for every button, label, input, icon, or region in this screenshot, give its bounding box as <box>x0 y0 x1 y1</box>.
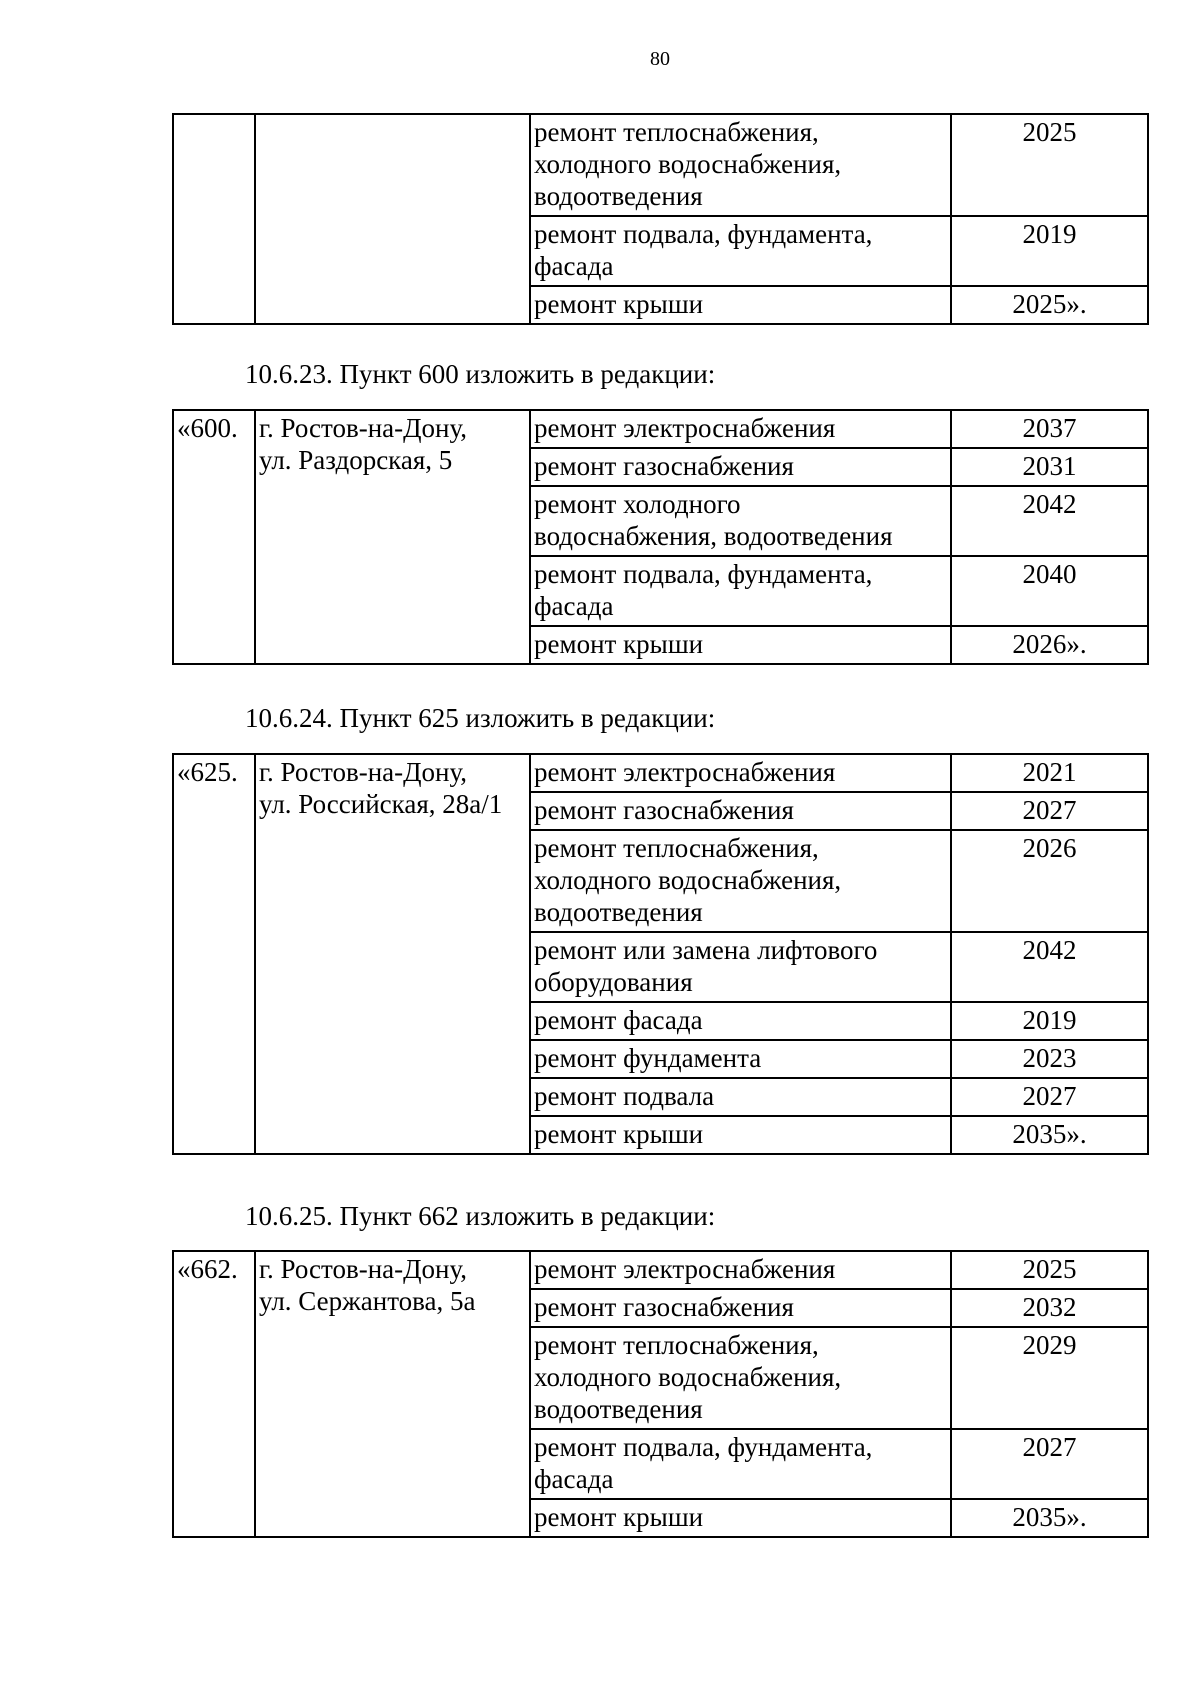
address-line: ул. Сержантова, 5а <box>259 1286 476 1316</box>
work-type-line: оборудования <box>534 967 693 997</box>
work-type-cell <box>530 1040 951 1078</box>
work-type-line: ремонт или замена лифтового <box>534 935 878 965</box>
work-type-line: ремонт подвала <box>534 1081 715 1111</box>
address-cell <box>255 754 530 1154</box>
paragraph-item-600: 10.6.23. Пункт 600 изложить в редакции: <box>245 359 716 389</box>
address-line: г. Ростов-на-Дону, <box>259 1254 468 1284</box>
item-number-cell <box>173 114 255 324</box>
work-type-cell <box>530 1327 951 1429</box>
work-type-line: ремонт теплоснабжения, <box>534 1330 819 1360</box>
work-type-line: ремонт крыши <box>534 289 704 319</box>
year-cell: 2025». <box>951 286 1148 324</box>
year-cell: 2040 <box>951 556 1148 626</box>
work-type-line: ремонт электроснабжения <box>534 413 836 443</box>
item-number: «625. <box>177 757 238 787</box>
page-number: 80 <box>650 48 670 70</box>
table-row <box>173 410 1148 448</box>
work-type-line: холодного водоснабжения, <box>534 149 842 179</box>
table-row <box>173 754 1148 792</box>
work-type-line: ремонт крыши <box>534 1502 704 1532</box>
year-cell: 2019 <box>951 1002 1148 1040</box>
work-type-cell <box>530 114 951 216</box>
table-row <box>173 114 1148 216</box>
year-cell: 2029 <box>951 1327 1148 1429</box>
year-cell: 2042 <box>951 932 1148 1002</box>
work-type-cell <box>530 1251 951 1289</box>
item-number-cell <box>173 1251 255 1537</box>
year-cell: 2027 <box>951 1078 1148 1116</box>
work-type-line: холодного водоснабжения, <box>534 865 842 895</box>
work-type-cell <box>530 448 951 486</box>
works-table-item-625 <box>172 753 1149 1155</box>
year-cell: 2026 <box>951 830 1148 932</box>
work-type-line: фасада <box>534 1464 614 1494</box>
works-table-item-600 <box>172 409 1149 665</box>
year-cell: 2031 <box>951 448 1148 486</box>
work-type-line: водоотведения <box>534 1394 703 1424</box>
work-type-line: ремонт фундамента <box>534 1043 762 1073</box>
year-cell: 2027 <box>951 792 1148 830</box>
work-type-cell <box>530 1116 951 1154</box>
work-type-cell <box>530 1429 951 1499</box>
address-line: г. Ростов-на-Дону, <box>259 757 468 787</box>
work-type-line: фасада <box>534 591 614 621</box>
table-row <box>173 1251 1148 1289</box>
work-type-line: ремонт электроснабжения <box>534 1254 836 1284</box>
item-number-cell <box>173 410 255 664</box>
work-type-cell <box>530 792 951 830</box>
work-type-line: водоснабжения, водоотведения <box>534 521 893 551</box>
year-cell: 2026». <box>951 626 1148 664</box>
work-type-line: ремонт фасада <box>534 1005 703 1035</box>
year-cell: 2027 <box>951 1429 1148 1499</box>
work-type-cell <box>530 626 951 664</box>
address-line: г. Ростов-на-Дону, <box>259 413 468 443</box>
work-type-line: ремонт крыши <box>534 629 704 659</box>
work-type-line: ремонт газоснабжения <box>534 795 794 825</box>
address-cell <box>255 1251 530 1537</box>
work-type-cell <box>530 410 951 448</box>
year-cell: 2035». <box>951 1499 1148 1537</box>
year-cell: 2032 <box>951 1289 1148 1327</box>
item-number: «600. <box>177 413 238 443</box>
item-number-cell <box>173 754 255 1154</box>
year-cell: 2023 <box>951 1040 1148 1078</box>
work-type-cell <box>530 1499 951 1537</box>
work-type-line: ремонт подвала, фундамента, <box>534 1432 873 1462</box>
paragraph-item-625: 10.6.24. Пункт 625 изложить в редакции: <box>245 703 716 733</box>
year-cell: 2019 <box>951 216 1148 286</box>
work-type-line: ремонт газоснабжения <box>534 1292 794 1322</box>
year-cell: 2025 <box>951 114 1148 216</box>
work-type-line: ремонт теплоснабжения, <box>534 833 819 863</box>
work-type-line: ремонт крыши <box>534 1119 704 1149</box>
work-type-line: ремонт теплоснабжения, <box>534 117 819 147</box>
work-type-line: водоотведения <box>534 181 703 211</box>
year-cell: 2042 <box>951 486 1148 556</box>
work-type-cell <box>530 216 951 286</box>
work-type-cell <box>530 486 951 556</box>
work-type-cell <box>530 286 951 324</box>
year-cell: 2035». <box>951 1116 1148 1154</box>
year-cell: 2021 <box>951 754 1148 792</box>
address-cell <box>255 410 530 664</box>
work-type-cell <box>530 556 951 626</box>
work-type-line: ремонт газоснабжения <box>534 451 794 481</box>
year-cell: 2037 <box>951 410 1148 448</box>
work-type-line: ремонт холодного <box>534 489 741 519</box>
works-table-item-662 <box>172 1250 1149 1538</box>
item-number: «662. <box>177 1254 238 1284</box>
works-table-continued <box>172 113 1149 325</box>
work-type-cell <box>530 1078 951 1116</box>
work-type-line: фасада <box>534 251 614 281</box>
address-line: ул. Раздорская, 5 <box>259 445 453 475</box>
address-line: ул. Российская, 28а/1 <box>259 789 503 819</box>
year-cell: 2025 <box>951 1251 1148 1289</box>
work-type-cell <box>530 932 951 1002</box>
work-type-cell <box>530 1289 951 1327</box>
work-type-line: ремонт подвала, фундамента, <box>534 219 873 249</box>
work-type-cell <box>530 1002 951 1040</box>
work-type-cell <box>530 830 951 932</box>
work-type-line: ремонт подвала, фундамента, <box>534 559 873 589</box>
paragraph-item-662: 10.6.25. Пункт 662 изложить в редакции: <box>245 1201 716 1231</box>
work-type-line: холодного водоснабжения, <box>534 1362 842 1392</box>
work-type-line: водоотведения <box>534 897 703 927</box>
work-type-cell <box>530 754 951 792</box>
work-type-line: ремонт электроснабжения <box>534 757 836 787</box>
address-cell <box>255 114 530 324</box>
